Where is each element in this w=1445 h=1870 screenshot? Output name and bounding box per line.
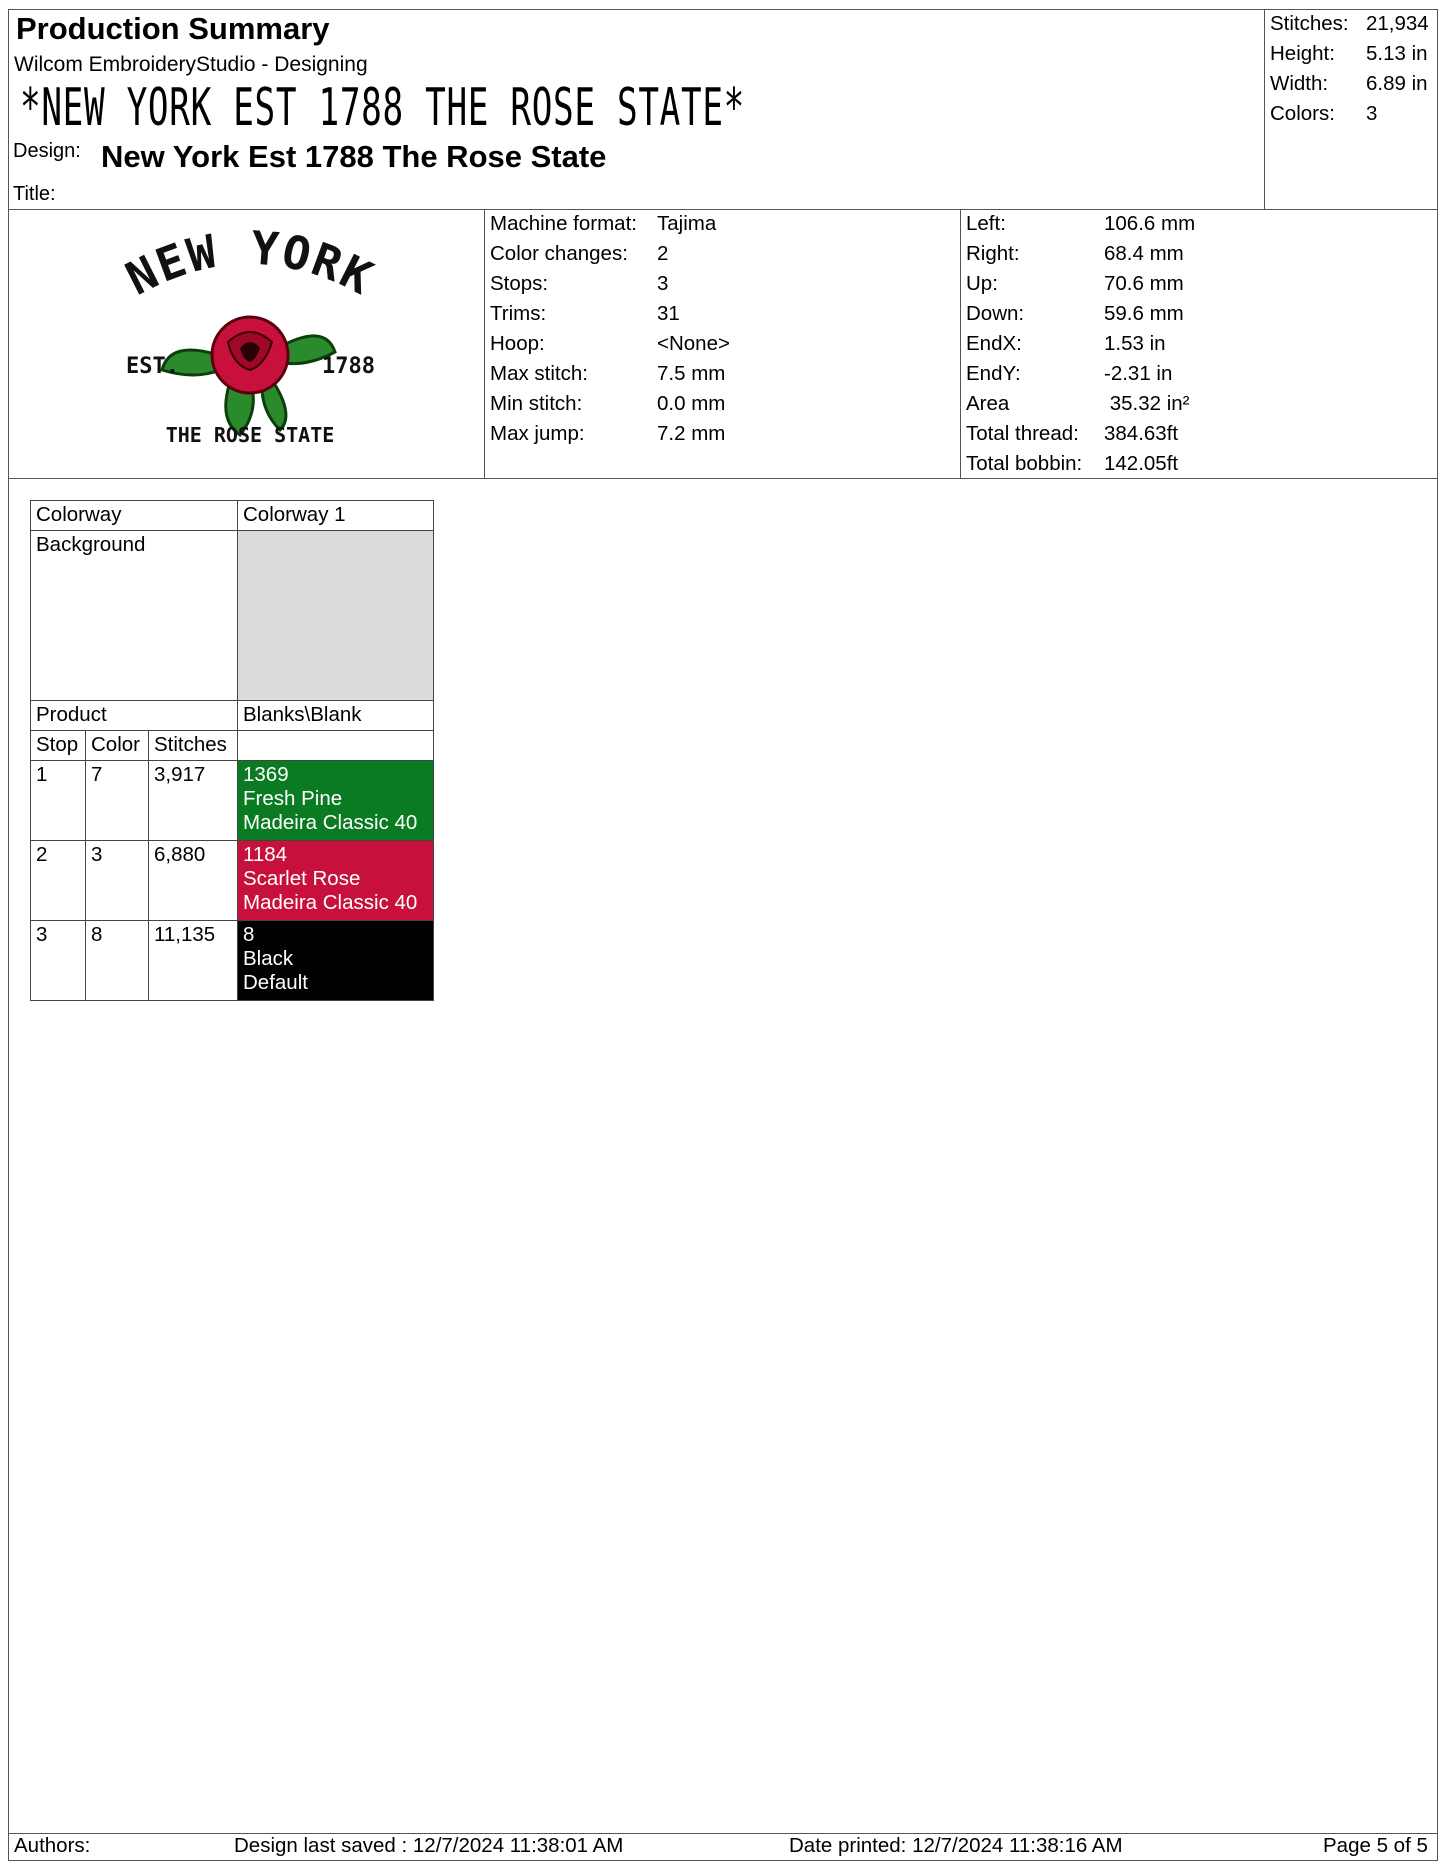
preview-year-text: 1788: [322, 354, 375, 379]
extents-value: 35.32 in²: [1104, 392, 1190, 415]
stop-cell: 2: [31, 841, 86, 921]
product-label: Product: [31, 701, 238, 731]
stop-cell: 3: [31, 921, 86, 1001]
thread-swatch: [238, 841, 434, 921]
column-header-blank: [238, 731, 434, 761]
design-preview: [100, 230, 400, 455]
page-title: Production Summary: [16, 11, 330, 46]
summary-value: 21,934: [1366, 12, 1429, 35]
extents-label: Area: [966, 392, 1010, 415]
machine-label: Max jump:: [490, 422, 585, 445]
stop-cell: 1: [31, 761, 86, 841]
footer-last-saved: Design last saved : 12/7/2024 11:38:01 AM: [234, 1834, 624, 1857]
info-bottom-rule: [8, 478, 1438, 479]
extents-label: Left:: [966, 212, 1006, 235]
thread-code: 1369: [243, 763, 289, 786]
thread-name: Scarlet Rose: [243, 867, 361, 890]
machine-value: 3: [657, 272, 669, 295]
color-cell: 3: [86, 841, 149, 921]
design-name: New York Est 1788 The Rose State: [101, 139, 607, 174]
machine-label: Trims:: [490, 302, 547, 325]
stitches-cell: 6,880: [149, 841, 238, 921]
table-row: [31, 921, 434, 1001]
extents-value: -2.31 in: [1104, 362, 1173, 385]
preview-est-text: EST.: [126, 354, 179, 379]
column-header: Stop: [31, 731, 86, 761]
colorway-value: Colorway 1: [238, 501, 434, 531]
design-preview-image: [100, 230, 400, 455]
software-name: Wilcom EmbroideryStudio - Designing: [14, 53, 368, 76]
color-cell: 7: [86, 761, 149, 841]
background-row: [31, 531, 434, 701]
design-banner: *NEW YORK EST 1788 THE ROSE STATE*: [20, 78, 745, 138]
design-label: Design:: [13, 140, 81, 162]
machine-value: 0.0 mm: [657, 392, 726, 415]
stitches-cell: 11,135: [149, 921, 238, 1001]
summary-value: 3: [1366, 102, 1378, 125]
thread-brand: Madeira Classic 40: [243, 811, 418, 834]
machine-value: <None>: [657, 332, 730, 355]
colorway-table: [30, 500, 434, 1001]
column-header: Color: [86, 731, 149, 761]
extents-divider: [960, 209, 961, 478]
thread-brand: Default: [243, 971, 308, 994]
table-row: [31, 761, 434, 841]
machine-value: 7.5 mm: [657, 362, 726, 385]
machine-value: 2: [657, 242, 669, 265]
extents-value: 384.63ft: [1104, 422, 1179, 445]
machine-value: 31: [657, 302, 680, 325]
thread-name: Fresh Pine: [243, 787, 343, 810]
background-swatch: [238, 531, 434, 701]
summary-label: Stitches:: [1270, 12, 1349, 35]
product-value: Blanks\Blank: [238, 701, 434, 731]
footer-authors: Authors:: [14, 1834, 91, 1857]
column-header-row: [31, 731, 434, 761]
machine-divider: [484, 209, 485, 478]
extents-label: Down:: [966, 302, 1025, 325]
machine-label: Min stitch:: [490, 392, 583, 415]
extents-value: 70.6 mm: [1104, 272, 1184, 295]
summary-label: Width:: [1270, 72, 1329, 95]
thread-swatch: [238, 761, 434, 841]
machine-label: Machine format:: [490, 212, 637, 235]
extents-label: Total bobbin:: [966, 452, 1083, 475]
extents-value: 142.05ft: [1104, 452, 1179, 475]
footer-date-printed: Date printed: 12/7/2024 11:38:16 AM: [789, 1834, 1123, 1857]
color-cell: 8: [86, 921, 149, 1001]
machine-label: Hoop:: [490, 332, 545, 355]
machine-label: Color changes:: [490, 242, 628, 265]
summary-label: Colors:: [1270, 102, 1335, 125]
extents-value: 1.53 in: [1104, 332, 1166, 355]
footer-page-number: Page 5 of 5: [1323, 1834, 1428, 1857]
extents-label: Total thread:: [966, 422, 1079, 445]
summary-label: Height:: [1270, 42, 1335, 65]
thread-code: 1184: [243, 843, 288, 866]
extents-value: 68.4 mm: [1104, 242, 1184, 265]
extents-value: 59.6 mm: [1104, 302, 1184, 325]
thread-name: Black: [243, 947, 294, 970]
summary-value: 6.89 in: [1366, 72, 1428, 95]
extents-label: EndY:: [966, 362, 1021, 385]
machine-value: 7.2 mm: [657, 422, 726, 445]
machine-value: Tajima: [657, 212, 717, 235]
extents-label: Up:: [966, 272, 998, 295]
footer-top-rule: [8, 1833, 1438, 1834]
thread-code: 8: [243, 923, 255, 946]
product-row: [31, 701, 434, 731]
stitches-cell: 3,917: [149, 761, 238, 841]
header-bottom-rule: [8, 209, 1438, 210]
extents-value: 106.6 mm: [1104, 212, 1196, 235]
column-header: Stitches: [149, 731, 238, 761]
colorway-label: Colorway: [31, 501, 238, 531]
thread-swatch: [238, 921, 434, 1001]
machine-label: Max stitch:: [490, 362, 588, 385]
machine-label: Stops:: [490, 272, 549, 295]
table-row: [31, 841, 434, 921]
preview-slogan-text: THE ROSE STATE: [165, 423, 335, 447]
preview-arc-text: NEW YORK: [117, 230, 383, 306]
summary-value: 5.13 in: [1366, 42, 1428, 65]
background-label: Background: [31, 531, 238, 701]
colorway-header-row: [31, 501, 434, 531]
extents-label: EndX:: [966, 332, 1022, 355]
extents-label: Right:: [966, 242, 1020, 265]
header-divider: [1264, 9, 1265, 209]
title-label: Title:: [13, 183, 56, 205]
thread-brand: Madeira Classic 40: [243, 891, 418, 914]
